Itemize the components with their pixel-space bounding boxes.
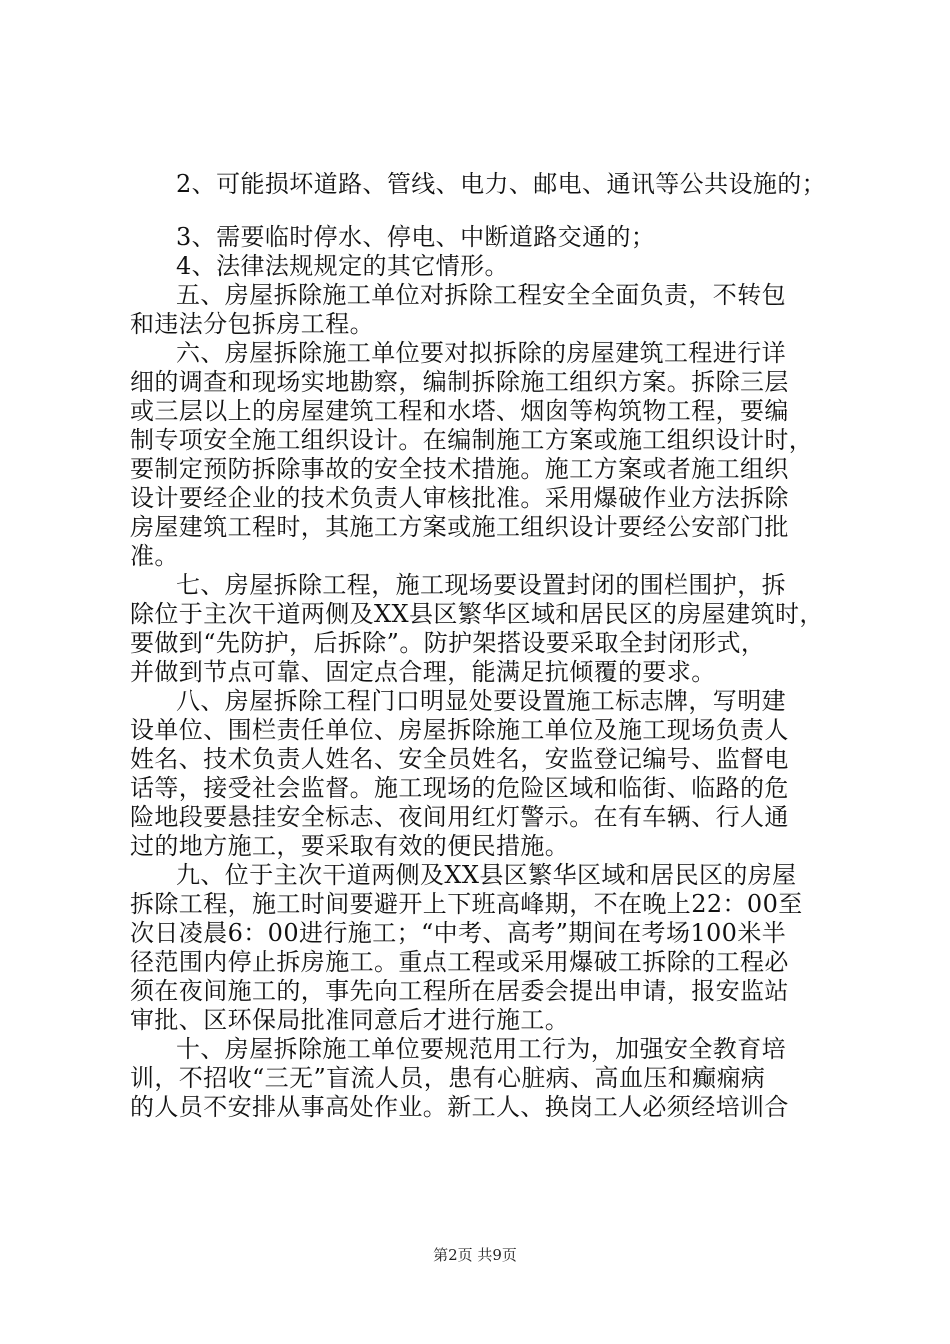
paragraph-line: 险地段要悬挂安全标志、夜间用红灯警示。在有车辆、行人通 <box>130 803 789 831</box>
paragraph-line: 或三层以上的房屋建筑工程和水塔、烟囱等构筑物工程，要编 <box>130 397 789 425</box>
paragraph-line: 除位于主次干道两侧及XX县区繁华区域和居民区的房屋建筑时， <box>130 600 824 628</box>
paragraph-10 <box>130 1035 842 1122</box>
paragraph-5 <box>130 281 842 339</box>
paragraph-line: 次日凌晨6：00进行施工；“中考、高考”期间在考场100米半 <box>130 919 787 947</box>
list-item-4: 4、法律法规规定的其它情形。 <box>176 252 509 280</box>
paragraph-line: 要制定预防拆除事故的安全技术措施。施工方案或者施工组织 <box>130 455 789 483</box>
paragraph-line: 并做到节点可靠、固定点合理，能满足抗倾覆的要求。 <box>130 658 716 686</box>
paragraph-line: 的人员不安排从事高处作业。新工人、换岗工人必须经培训合 <box>130 1093 789 1121</box>
paragraph-line: 姓名、技术负责人姓名、安全员姓名，安监登记编号、监督电 <box>130 745 789 773</box>
paragraph-line: 过的地方施工，要采取有效的便民措施。 <box>130 832 570 860</box>
spacer <box>130 199 842 223</box>
paragraph-line: 要做到“先防护，后拆除”。防护架搭设要采取全封闭形式， <box>130 629 766 657</box>
paragraph-line: 八、房屋拆除工程门口明显处要设置施工标志牌，写明建 <box>176 687 786 715</box>
paragraph-line: 和违法分包拆房工程。 <box>130 310 374 338</box>
paragraph-line: 径范围内停止拆房施工。重点工程或采用爆破工拆除的工程必 <box>130 948 789 976</box>
paragraph-line: 房屋建筑工程时，其施工方案或施工组织设计要经公安部门批 <box>130 513 789 541</box>
paragraph-line: 六、房屋拆除施工单位要对拟拆除的房屋建筑工程进行详 <box>176 339 786 367</box>
page-number: 第2页 共9页 <box>433 1246 517 1264</box>
paragraph-line: 设单位、围栏责任单位、房屋拆除施工单位及施工现场负责人 <box>130 716 789 744</box>
list-item-3: 3、需要临时停水、停电、中断道路交通的； <box>176 223 656 251</box>
paragraph-line: 须在夜间施工的，事先向工程所在居委会提出申请，报安监站 <box>130 977 789 1005</box>
paragraph-line: 五、房屋拆除施工单位对拆除工程安全全面负责，不转包 <box>176 281 786 309</box>
paragraph-line: 细的调查和现场实地勘察，编制拆除施工组织方案。拆除三层 <box>130 368 789 396</box>
paragraph-8 <box>130 687 842 861</box>
paragraph-7 <box>130 571 842 687</box>
paragraph-line: 十、房屋拆除施工单位要规范用工行为，加强安全教育培 <box>176 1035 786 1063</box>
paragraph-line: 训，不招收“三无”盲流人员，患有心脏病、高血压和癫痫病 <box>130 1064 766 1092</box>
list-item-2: 2、可能损坏道路、管线、电力、邮电、通讯等公共设施的； <box>176 170 827 198</box>
paragraph-line: 话等，接受社会监督。施工现场的危险区域和临街、临路的危 <box>130 774 789 802</box>
paragraph-line: 拆除工程，施工时间要避开上下班高峰期，不在晚上22：00至 <box>130 890 803 918</box>
paragraph-line: 制专项安全施工组织设计。在编制施工方案或施工组织设计时， <box>130 426 814 454</box>
document-body <box>130 170 842 1122</box>
paragraph-line: 七、房屋拆除工程，施工现场要设置封闭的围栏围护，拆 <box>176 571 786 599</box>
paragraph-9 <box>130 861 842 1035</box>
paragraph-line: 准。 <box>130 542 179 570</box>
paragraph-line: 审批、区环保局批准同意后才进行施工。 <box>130 1006 570 1034</box>
paragraph-6 <box>130 339 842 571</box>
paragraph-line: 设计要经企业的技术负责人审核批准。采用爆破作业方法拆除 <box>130 484 789 512</box>
paragraph-line: 九、位于主次干道两侧及XX县区繁华区域和居民区的房屋 <box>176 861 797 889</box>
